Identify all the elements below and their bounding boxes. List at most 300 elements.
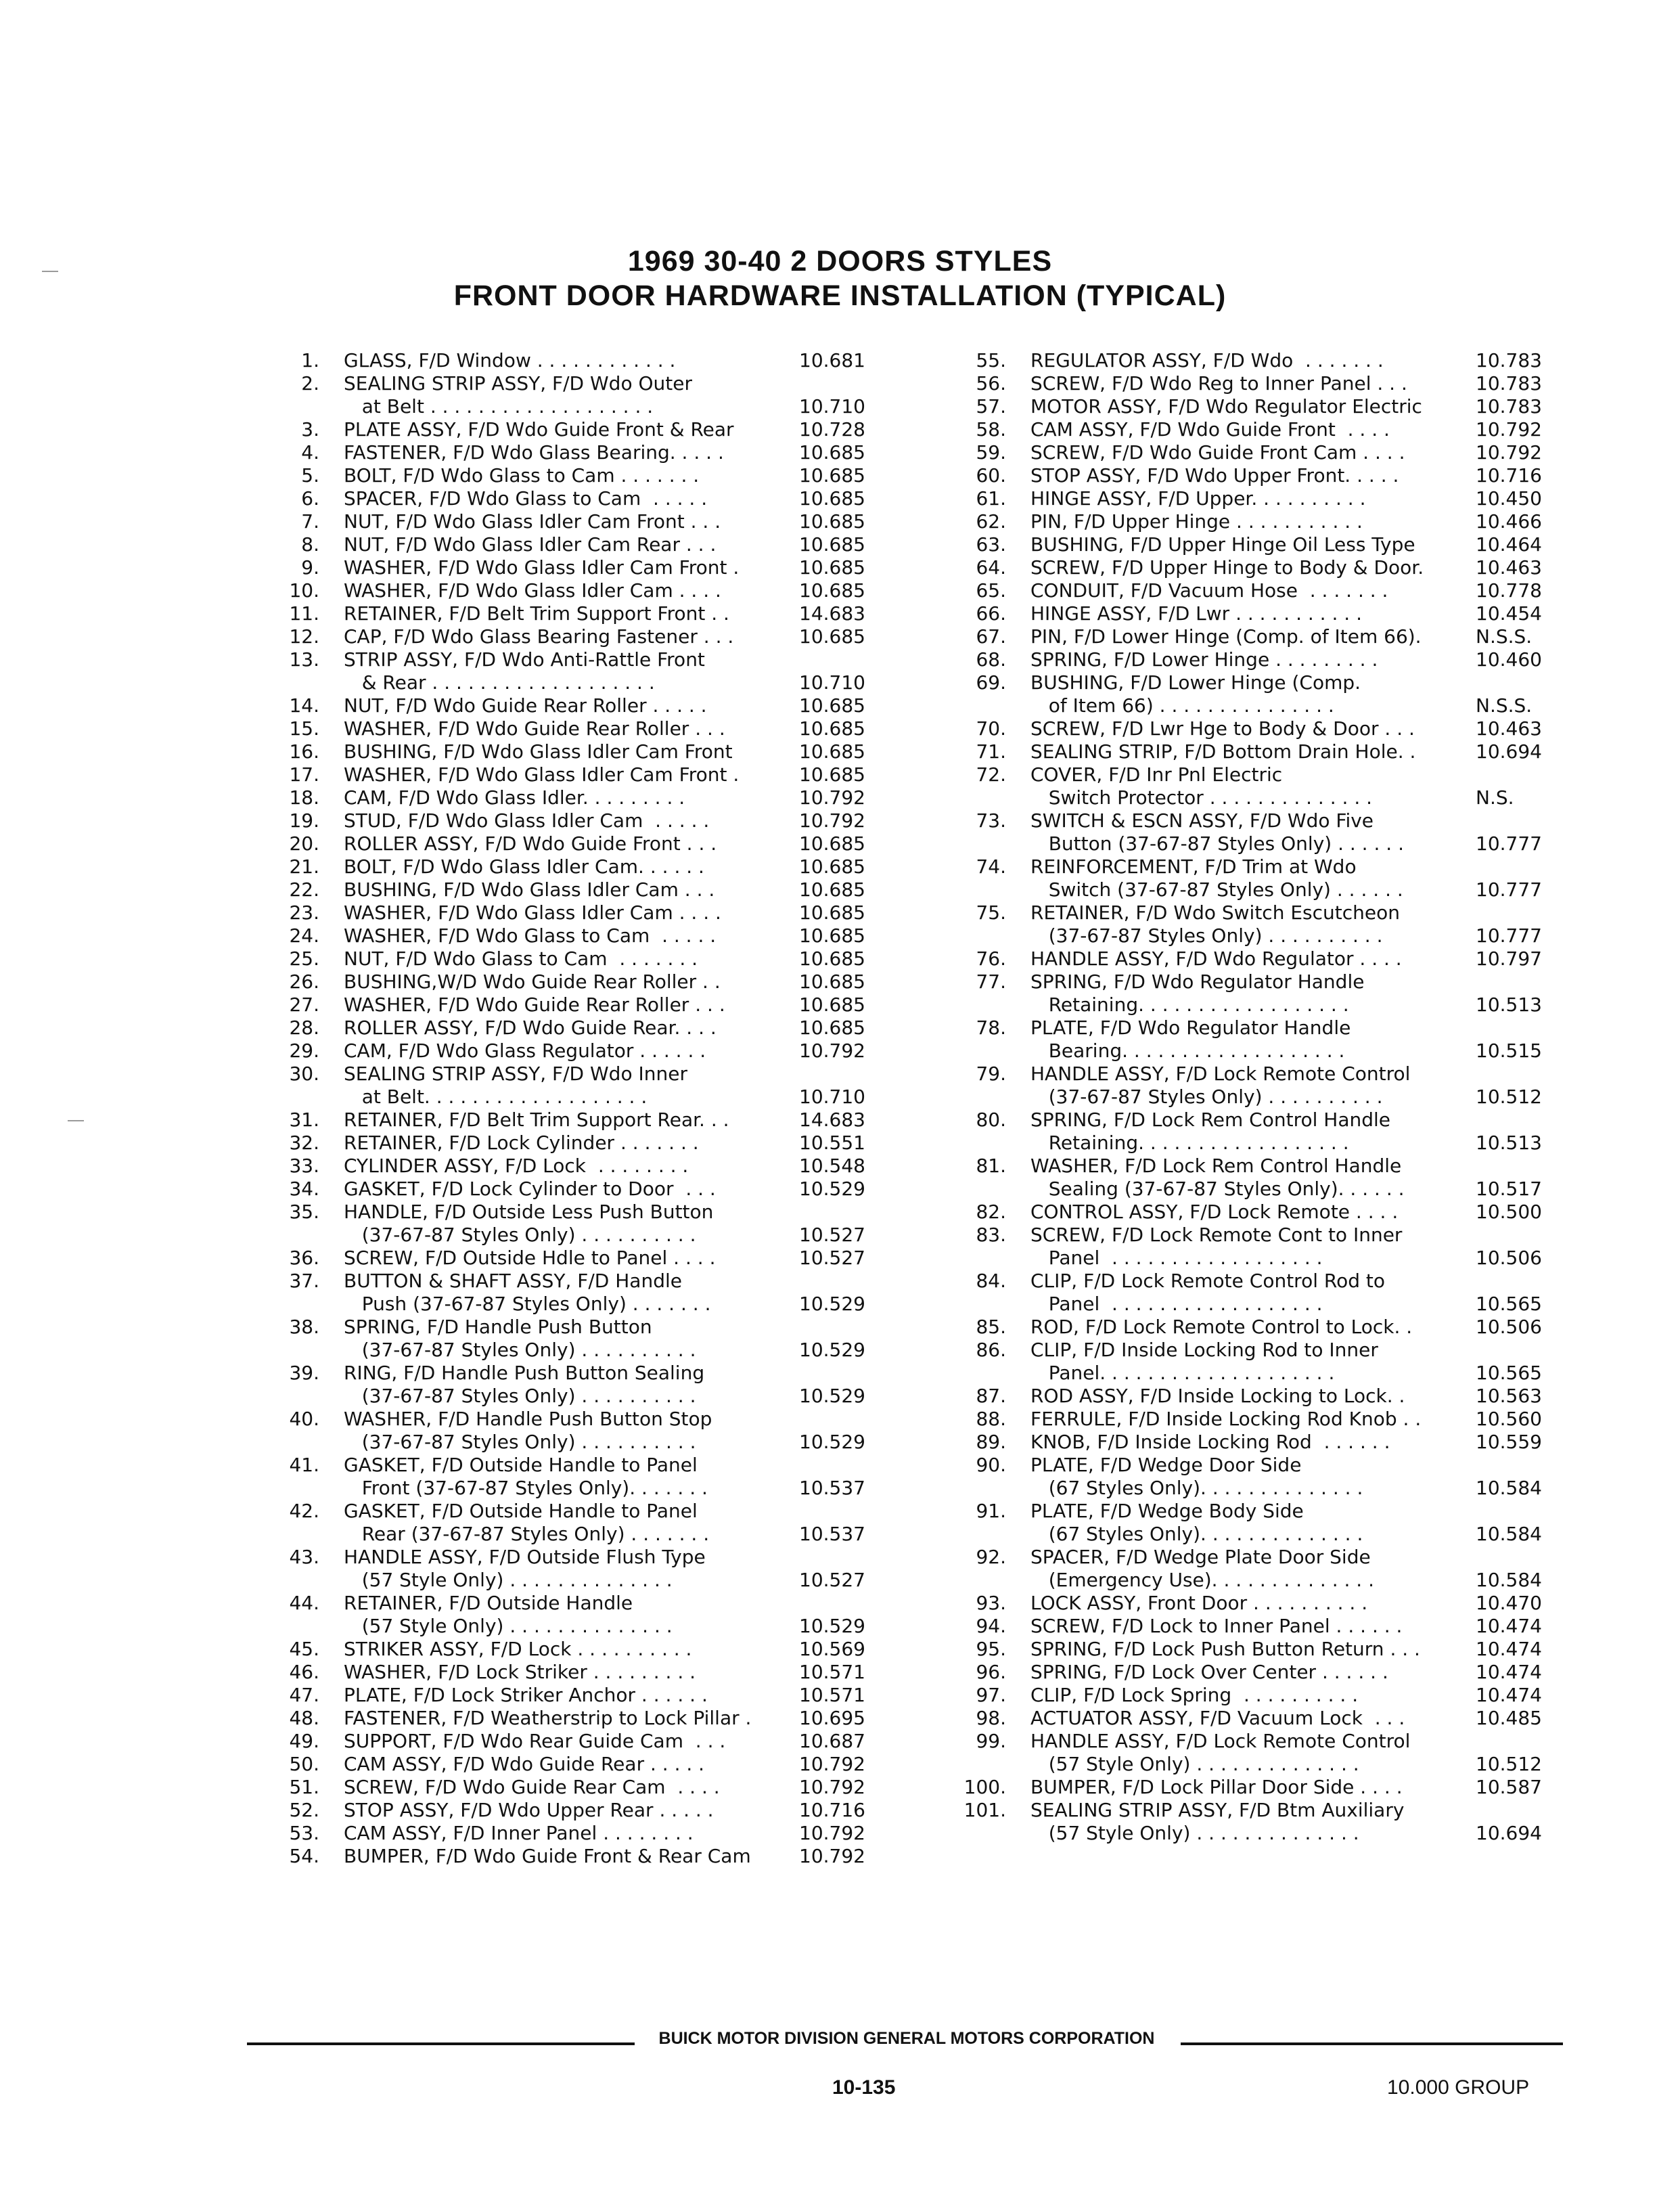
item-description [344, 970, 795, 993]
item-description-line: SCREW, F/D Wdo Guide Front Cam . . . . [1030, 441, 1405, 464]
item-description [344, 694, 795, 717]
item-reference-number: 10.716 [799, 1799, 865, 1821]
parts-list-item [257, 1362, 893, 1408]
item-number: 25. [289, 947, 319, 970]
item-reference-number: 10.792 [799, 1822, 865, 1844]
item-description-line: STOP ASSY, F/D Wdo Upper Rear . . . . . [344, 1799, 714, 1821]
parts-list-item [944, 901, 1570, 947]
item-reference-number: 10.529 [799, 1431, 865, 1453]
item-description [1030, 395, 1472, 418]
item-number: 51. [289, 1776, 319, 1798]
parts-list-item [944, 464, 1570, 487]
item-description [344, 740, 795, 763]
item-description-line: (37-67-87 Styles Only) . . . . . . . . . . [344, 1224, 696, 1246]
parts-list-item [257, 1638, 893, 1661]
item-description-line: SEALING STRIP ASSY, F/D Wdo Outer [344, 372, 692, 395]
item-reference-number: 10.792 [799, 1040, 865, 1062]
item-description-line: BUSHING,W/D Wdo Guide Rear Roller . . [344, 970, 721, 993]
item-reference-number: 10.515 [1476, 1040, 1542, 1062]
item-description [1030, 1155, 1472, 1201]
item-number: 86. [976, 1339, 1006, 1361]
item-number: 61. [976, 487, 1006, 510]
item-description [344, 1638, 795, 1661]
item-description-line: SCREW, F/D Wdo Reg to Inner Panel . . . [1030, 372, 1407, 395]
item-reference-number: 10.529 [799, 1385, 865, 1407]
item-description [344, 1730, 795, 1753]
parts-list-item [944, 1684, 1570, 1707]
item-number: 9. [301, 556, 319, 579]
item-description-line: NUT, F/D Wdo Glass to Cam . . . . . . . [344, 947, 698, 970]
parts-list-item [257, 993, 893, 1017]
item-reference-number: 10.777 [1476, 924, 1542, 947]
item-reference-number: 10.529 [799, 1293, 865, 1315]
item-description-line: HANDLE ASSY, F/D Wdo Regulator . . . . [1030, 947, 1402, 970]
item-number: 75. [976, 901, 1006, 924]
item-description [344, 1201, 795, 1247]
parts-list-item [257, 556, 893, 579]
parts-list-item [257, 947, 893, 970]
item-description [1030, 763, 1472, 809]
item-description [344, 1546, 795, 1592]
item-description-line: SPRING, F/D Lock Push Button Return . . . [1030, 1638, 1420, 1660]
item-description-line: WASHER, F/D Wdo Glass Idler Cam . . . . [344, 579, 721, 602]
parts-list-item [257, 1155, 893, 1178]
item-reference-number: 10.685 [799, 947, 865, 970]
item-reference-number: 10.527 [799, 1247, 865, 1269]
item-reference-number: 10.529 [799, 1615, 865, 1637]
item-description [344, 947, 795, 970]
item-number: 99. [976, 1730, 1006, 1752]
item-number: 59. [976, 441, 1006, 464]
parts-list-item [257, 1178, 893, 1201]
parts-list-item [257, 441, 893, 464]
item-description [1030, 1109, 1472, 1155]
item-description [1030, 533, 1472, 556]
parts-list-item [257, 832, 893, 855]
item-reference-number: 10.587 [1476, 1776, 1542, 1798]
item-description-line: BUSHING, F/D Wdo Glass Idler Cam Front [344, 740, 733, 763]
item-description-line: COVER, F/D Inr Pnl Electric [1030, 763, 1283, 786]
item-number: 41. [289, 1454, 319, 1476]
item-description-line: WASHER, F/D Lock Striker . . . . . . . . . [344, 1661, 696, 1683]
item-description [1030, 1661, 1472, 1684]
parts-list-item [944, 1385, 1570, 1408]
item-reference-number: 10.685 [799, 993, 865, 1016]
item-number: 97. [976, 1684, 1006, 1706]
parts-list-item [944, 717, 1570, 740]
item-description [344, 809, 795, 832]
item-description-line: SEALING STRIP, F/D Bottom Drain Hole. . [1030, 740, 1416, 763]
item-reference-number: 10.527 [799, 1224, 865, 1246]
item-number: 18. [289, 786, 319, 809]
item-reference-number: 10.474 [1476, 1684, 1542, 1706]
parts-list-item [257, 1707, 893, 1730]
item-reference-number: 10.685 [799, 510, 865, 533]
item-number: 58. [976, 418, 1006, 441]
item-description [344, 487, 795, 510]
parts-list-item [257, 1063, 893, 1109]
item-description-line: STUD, F/D Wdo Glass Idler Cam . . . . . [344, 809, 710, 832]
item-reference-number: 10.783 [1476, 349, 1542, 372]
item-description [344, 349, 795, 372]
parts-list-item [944, 970, 1570, 1017]
item-number: 52. [289, 1799, 319, 1821]
item-description [344, 1316, 795, 1362]
item-description-line: SPRING, F/D Handle Push Button [344, 1316, 652, 1338]
item-reference-number: 10.559 [1476, 1431, 1542, 1453]
item-reference-number: 10.537 [799, 1477, 865, 1499]
item-number: 23. [289, 901, 319, 924]
item-number: 22. [289, 878, 319, 901]
parts-list-item [944, 625, 1570, 648]
item-description-line: Panel. . . . . . . . . . . . . . . . . . . . [1030, 1362, 1335, 1384]
item-number: 72. [976, 763, 1006, 786]
item-description-line: PLATE ASSY, F/D Wdo Guide Front & Rear [344, 418, 734, 441]
parts-list-item [257, 1799, 893, 1822]
item-description [1030, 970, 1472, 1017]
item-reference-number: 10.685 [799, 763, 865, 786]
item-description [1030, 1063, 1472, 1109]
item-reference-number: 10.685 [799, 625, 865, 648]
item-description-line: Rear (37-67-87 Styles Only) . . . . . . . [344, 1523, 710, 1545]
item-description [344, 464, 795, 487]
parts-list-item [944, 1546, 1570, 1592]
parts-list-item [257, 1753, 893, 1776]
item-description-line: RETAINER, F/D Belt Trim Support Rear. . . [344, 1109, 729, 1131]
item-number: 10. [289, 579, 319, 602]
item-description-line: ROLLER ASSY, F/D Wdo Guide Rear. . . . [344, 1017, 717, 1039]
item-number: 90. [976, 1454, 1006, 1476]
item-reference-number: 10.685 [799, 694, 865, 717]
item-reference-number: 10.584 [1476, 1569, 1542, 1591]
item-description [344, 1155, 795, 1178]
parts-list-item [257, 1247, 893, 1270]
parts-list-item [257, 1822, 893, 1845]
item-reference-number: 10.463 [1476, 717, 1542, 740]
item-number: 40. [289, 1408, 319, 1430]
parts-list-item [257, 809, 893, 832]
item-description-line: HANDLE ASSY, F/D Outside Flush Type [344, 1546, 706, 1568]
item-description-line: (57 Style Only) . . . . . . . . . . . . . . [1030, 1822, 1359, 1844]
item-description [1030, 648, 1472, 671]
parts-list-item [257, 533, 893, 556]
item-reference-number: 10.797 [1476, 947, 1542, 970]
item-description [1030, 1454, 1472, 1500]
item-description [344, 1799, 795, 1822]
item-number: 63. [976, 533, 1006, 556]
item-reference-number: 10.685 [799, 533, 865, 556]
item-number: 11. [289, 602, 319, 625]
item-description [1030, 1017, 1472, 1063]
parts-list-item [944, 1201, 1570, 1224]
item-reference-number: 10.685 [799, 901, 865, 924]
parts-list-item [944, 1799, 1570, 1845]
item-description [344, 418, 795, 441]
item-reference-number: 10.548 [799, 1155, 865, 1177]
item-reference-number: N.S.S. [1476, 625, 1533, 648]
item-number: 60. [976, 464, 1006, 487]
item-description-line: SCREW, F/D Lock to Inner Panel . . . . . . [1030, 1615, 1403, 1637]
item-description [344, 602, 795, 625]
parts-list-item [944, 1155, 1570, 1201]
item-description [344, 1408, 795, 1454]
item-number: 32. [289, 1132, 319, 1154]
parts-list-item [257, 1270, 893, 1316]
item-description [1030, 1339, 1472, 1385]
item-description-line: CYLINDER ASSY, F/D Lock . . . . . . . . [344, 1155, 689, 1177]
item-reference-number: 10.685 [799, 556, 865, 579]
item-reference-number: 10.792 [1476, 441, 1542, 464]
item-number: 83. [976, 1224, 1006, 1246]
item-description-line: (67 Styles Only). . . . . . . . . . . . . . [1030, 1477, 1363, 1499]
item-description-line: HINGE ASSY, F/D Upper. . . . . . . . . . [1030, 487, 1366, 510]
parts-list-item [257, 924, 893, 947]
parts-list-item [944, 1707, 1570, 1730]
item-description [1030, 717, 1472, 740]
item-description-line: ROLLER ASSY, F/D Wdo Guide Front . . . [344, 832, 717, 855]
item-description-line: PIN, F/D Lower Hinge (Comp. of Item 66). [1030, 625, 1422, 648]
item-description [1030, 441, 1472, 464]
item-description-line: SEALING STRIP ASSY, F/D Btm Auxiliary [1030, 1799, 1405, 1821]
item-reference-number: 10.584 [1476, 1523, 1542, 1545]
item-description-line: WASHER, F/D Wdo Glass Idler Cam . . . . [344, 901, 721, 924]
item-number: 3. [301, 418, 319, 441]
item-number: 38. [289, 1316, 319, 1338]
item-description-line: ROD, F/D Lock Remote Control to Lock. . [1030, 1316, 1413, 1338]
item-description [344, 1822, 795, 1845]
item-description-line: HINGE ASSY, F/D Lwr . . . . . . . . . . . [1030, 602, 1362, 625]
item-number: 70. [976, 717, 1006, 740]
item-description-line: (37-67-87 Styles Only) . . . . . . . . . . [1030, 1086, 1383, 1108]
item-number: 26. [289, 970, 319, 993]
item-description-line: SEALING STRIP ASSY, F/D Wdo Inner [344, 1063, 687, 1085]
item-description-line: WASHER, F/D Lock Rem Control Handle [1030, 1155, 1402, 1177]
group-label: 10.000 GROUP [1387, 2076, 1530, 2099]
item-description [344, 441, 795, 464]
parts-list-item [944, 648, 1570, 671]
item-description [344, 1454, 795, 1500]
item-reference-number: 10.474 [1476, 1638, 1542, 1660]
item-number: 53. [289, 1822, 319, 1844]
item-description-line: (37-67-87 Styles Only) . . . . . . . . . . [344, 1385, 696, 1407]
item-description [1030, 1707, 1472, 1730]
item-reference-number: 10.792 [799, 1776, 865, 1798]
item-reference-number: 10.685 [799, 924, 865, 947]
parts-list-item [944, 579, 1570, 602]
footer-rule-right [1181, 2042, 1563, 2045]
item-description-line: BUMPER, F/D Lock Pillar Door Side . . . . [1030, 1776, 1403, 1798]
item-description [344, 1109, 795, 1132]
item-reference-number: 10.466 [1476, 510, 1542, 533]
item-description [1030, 1316, 1472, 1339]
item-description-line: GASKET, F/D Lock Cylinder to Door . . . [344, 1178, 716, 1200]
parts-list-item [257, 1201, 893, 1247]
item-description [1030, 1500, 1472, 1546]
item-description-line: GASKET, F/D Outside Handle to Panel [344, 1454, 698, 1476]
item-description-line: (37-67-87 Styles Only) . . . . . . . . . . [344, 1431, 696, 1453]
item-reference-number: 10.783 [1476, 395, 1542, 418]
parts-list-item [257, 625, 893, 648]
parts-list-item [257, 349, 893, 372]
item-description-line: SWITCH & ESCN ASSY, F/D Wdo Five [1030, 809, 1374, 832]
parts-list-item [944, 1661, 1570, 1684]
item-description [344, 648, 795, 694]
parts-list-item [257, 418, 893, 441]
item-reference-number: 10.687 [799, 1730, 865, 1752]
item-reference-number: 10.710 [799, 671, 865, 694]
item-number: 73. [976, 809, 1006, 832]
item-description-line: Switch Protector . . . . . . . . . . . . . . [1030, 786, 1373, 809]
item-number: 5. [301, 464, 319, 487]
item-number: 95. [976, 1638, 1006, 1660]
parts-list-item [944, 487, 1570, 510]
item-description-line: (37-67-87 Styles Only) . . . . . . . . . . [1030, 924, 1383, 947]
item-description [1030, 556, 1472, 579]
parts-list-item [257, 579, 893, 602]
item-reference-number: 10.792 [1476, 418, 1542, 441]
item-description-line: STOP ASSY, F/D Wdo Upper Front. . . . . [1030, 464, 1399, 487]
item-description [1030, 418, 1472, 441]
item-number: 13. [289, 648, 319, 671]
item-reference-number: 10.685 [799, 832, 865, 855]
item-number: 98. [976, 1707, 1006, 1729]
item-reference-number: 10.777 [1476, 878, 1542, 901]
item-description-line: HANDLE ASSY, F/D Lock Remote Control [1030, 1063, 1411, 1085]
item-description-line: WASHER, F/D Wdo Guide Rear Roller . . . [344, 717, 725, 740]
item-description [1030, 1408, 1472, 1431]
item-description [1030, 602, 1472, 625]
item-description-line: PIN, F/D Upper Hinge . . . . . . . . . . . [1030, 510, 1363, 533]
item-number: 27. [289, 993, 319, 1016]
parts-list-item [257, 1592, 893, 1638]
item-description-line: STRIKER ASSY, F/D Lock . . . . . . . . . . [344, 1638, 692, 1660]
item-number: 54. [289, 1845, 319, 1867]
parts-list-item [944, 1615, 1570, 1638]
item-number: 12. [289, 625, 319, 648]
item-reference-number: 10.460 [1476, 648, 1542, 671]
item-description-line: PLATE, F/D Lock Striker Anchor . . . . . . [344, 1684, 708, 1706]
parts-list-item [257, 1109, 893, 1132]
parts-list-item [257, 487, 893, 510]
item-number: 1. [301, 349, 319, 372]
item-description [1030, 1684, 1472, 1707]
item-number: 87. [976, 1385, 1006, 1407]
item-description [344, 1753, 795, 1776]
parts-list-right-column [944, 349, 1570, 1845]
item-reference-number: 10.560 [1476, 1408, 1542, 1430]
item-reference-number: 10.450 [1476, 487, 1542, 510]
item-description [344, 763, 795, 786]
item-reference-number: 14.683 [799, 1109, 865, 1131]
item-reference-number: 10.571 [799, 1661, 865, 1683]
item-description [344, 1132, 795, 1155]
item-reference-number: 10.512 [1476, 1753, 1542, 1775]
item-description-line: MOTOR ASSY, F/D Wdo Regulator Electric [1030, 395, 1422, 418]
item-number: 94. [976, 1615, 1006, 1637]
item-description-line: Retaining. . . . . . . . . . . . . . . . . . [1030, 1132, 1349, 1154]
item-description-line: (67 Styles Only). . . . . . . . . . . . . . [1030, 1523, 1363, 1545]
item-number: 19. [289, 809, 319, 832]
item-description [1030, 1385, 1472, 1408]
item-description-line: BUSHING, F/D Lower Hinge (Comp. [1030, 671, 1361, 694]
parts-list-item [257, 970, 893, 993]
item-description-line: Retaining. . . . . . . . . . . . . . . . . . [1030, 993, 1349, 1016]
item-description-line: GASKET, F/D Outside Handle to Panel [344, 1500, 698, 1522]
item-number: 39. [289, 1362, 319, 1384]
item-description-line: BUSHING, F/D Upper Hinge Oil Less Type [1030, 533, 1415, 556]
item-description [1030, 1638, 1472, 1661]
item-description-line: Switch (37-67-87 Styles Only) . . . . . . [1030, 878, 1403, 901]
item-description-line: PLATE, F/D Wedge Body Side [1030, 1500, 1304, 1522]
item-number: 6. [301, 487, 319, 510]
parts-list-item [257, 1730, 893, 1753]
item-description [1030, 947, 1472, 970]
item-description-line: SCREW, F/D Outside Hdle to Panel . . . . [344, 1247, 716, 1269]
item-number: 81. [976, 1155, 1006, 1177]
parts-list-item [257, 1845, 893, 1868]
item-number: 62. [976, 510, 1006, 533]
item-number: 93. [976, 1592, 1006, 1614]
item-description-line: HANDLE, F/D Outside Less Push Button [344, 1201, 714, 1223]
item-description-line: RING, F/D Handle Push Button Sealing [344, 1362, 705, 1384]
item-number: 46. [289, 1661, 319, 1683]
item-description [344, 717, 795, 740]
item-description [1030, 510, 1472, 533]
item-description [344, 579, 795, 602]
item-number: 79. [976, 1063, 1006, 1085]
item-description-line: BUTTON & SHAFT ASSY, F/D Handle [344, 1270, 682, 1292]
item-description-line: CAM ASSY, F/D Wdo Guide Rear . . . . . [344, 1753, 705, 1775]
item-number: 36. [289, 1247, 319, 1269]
item-number: 67. [976, 625, 1006, 648]
item-reference-number: 10.470 [1476, 1592, 1542, 1614]
item-reference-number: 10.464 [1476, 533, 1542, 556]
item-reference-number: 10.783 [1476, 372, 1542, 395]
parts-list-item [944, 763, 1570, 809]
parts-list-item [257, 1040, 893, 1063]
item-reference-number: 10.474 [1476, 1615, 1542, 1637]
item-description-line: RETAINER, F/D Outside Handle [344, 1592, 633, 1614]
parts-list-item [944, 441, 1570, 464]
item-number: 14. [289, 694, 319, 717]
item-description-line: CONTROL ASSY, F/D Lock Remote . . . . [1030, 1201, 1399, 1223]
parts-list-item [257, 1017, 893, 1040]
item-description-line: Front (37-67-87 Styles Only). . . . . . . [344, 1477, 708, 1499]
item-number: 68. [976, 648, 1006, 671]
item-number: 21. [289, 855, 319, 878]
item-description-line: NUT, F/D Wdo Glass Idler Cam Front . . . [344, 510, 721, 533]
item-reference-number: 10.728 [799, 418, 865, 441]
item-description [1030, 1799, 1472, 1845]
item-reference-number: 10.694 [1476, 740, 1542, 763]
item-reference-number: 10.513 [1476, 993, 1542, 1016]
item-description [1030, 901, 1472, 947]
item-description [344, 1776, 795, 1799]
item-reference-number: 10.710 [799, 1086, 865, 1108]
item-description [344, 1362, 795, 1408]
item-number: 55. [976, 349, 1006, 372]
item-description [1030, 1224, 1472, 1270]
item-reference-number: N.S.S. [1476, 694, 1533, 717]
item-description [1030, 1270, 1472, 1316]
item-description [344, 1270, 795, 1316]
item-number: 30. [289, 1063, 319, 1085]
item-description [344, 1017, 795, 1040]
item-description-line: at Belt. . . . . . . . . . . . . . . . . . . [344, 1086, 648, 1108]
item-number: 17. [289, 763, 319, 786]
item-description-line: RETAINER, F/D Belt Trim Support Front . . [344, 602, 729, 625]
item-number: 48. [289, 1707, 319, 1729]
